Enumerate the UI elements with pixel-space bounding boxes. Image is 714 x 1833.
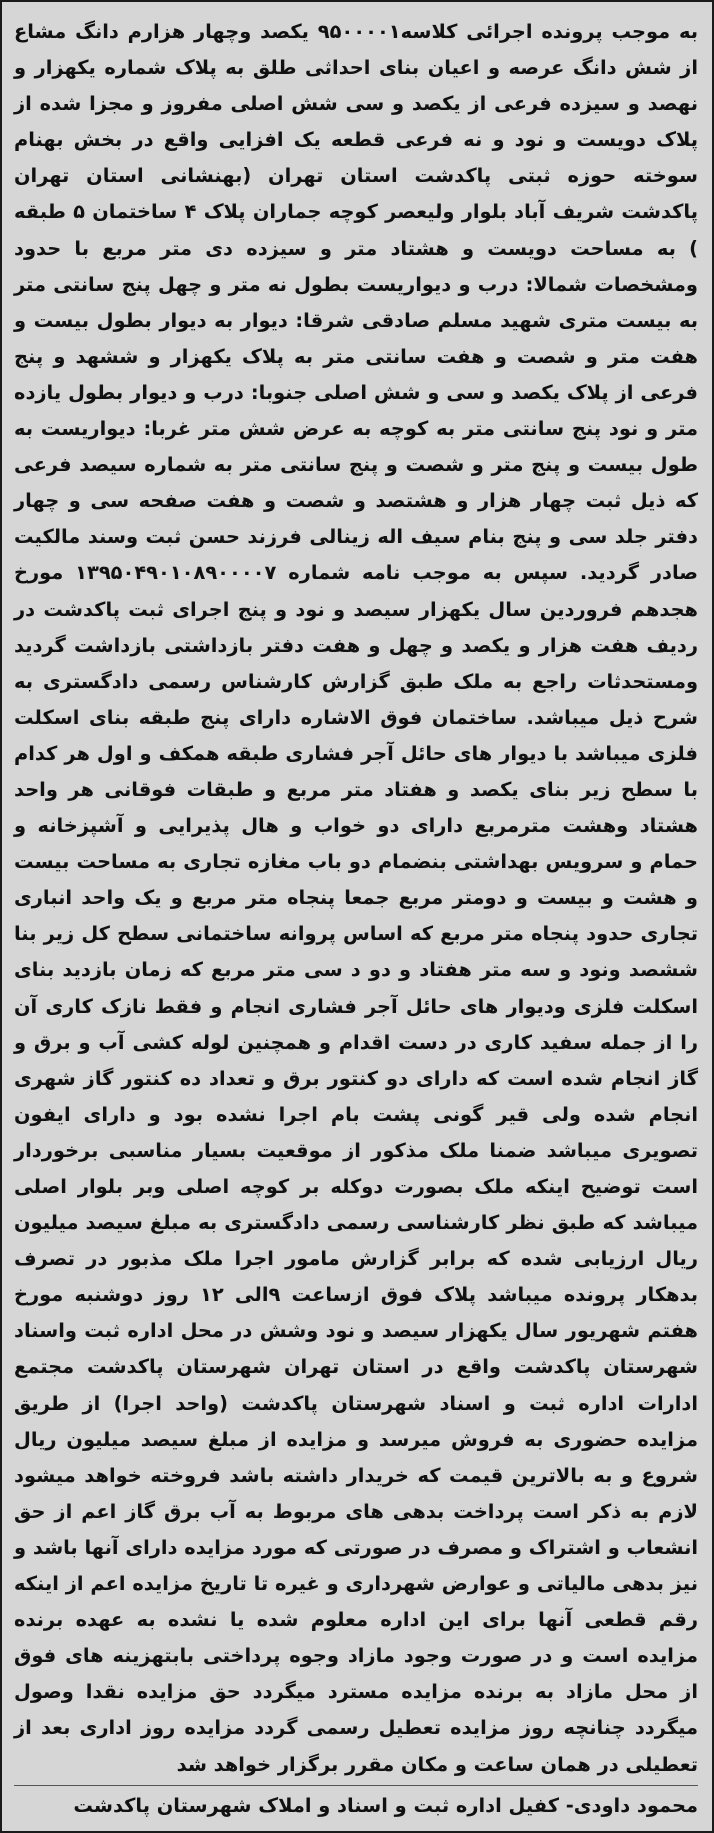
auction-notice-text: به موجب پرونده اجرائی کلاسه۹۵۰۰۰۰۱ یکصد وچهار هزارم دانگ مشاع از شش دانگ عرصه و اعیان بنای احداثی طلق به پلاک شماره یکهزار و نهصد و سیزده فرعی از یکصد و سی شش اصلی مفروز و مجزا شده از پلاک دویست و نود و نه فرعی قطعه یک افزایی واقع در بخش بهنام سوخته حوزه ثبتی پاکدشت استان تهران (بهنشانی استان تهران پاکدشت شریف آباد بلوار ولیعصر کوچه جماران پلاک ۴ ساختمان ۵ طبقه ) به مساحت دویست و هشتاد متر و سیزده دی متر مربع با حدود ومشخصات شمالا: درب و دیواریست بطول نه متر و چهل پنج سانتی متر به بیست متری شهید مسلم صادقی شرقا: دیوار به دیوار بطول بیست و هفت متر و شصت و هفت سانتی متر به پلاک یکهزار و ششهد و پنج فرعی از پلاک یکصد و سی و شش اصلی جنوبا: درب و دیوار بطول یازده متر و نود پنج سانتی متر به کوچه به عرض شش متر غربا: دیواریست به طول بیست و پنج متر و شصت و پنج سانتی متر به شماره سیصد فرعی که ذیل ثبت چهار هزار و هشتصد و شصت و هفت صفحه سی و چهار دفتر جلد سی و پنج بنام سیف اله زینالی فرزند حسن ثبت وسند مالکیت صادر گردید. سپس به موجب نامه شماره ۱۳۹۵۰۴۹۰۱۰۸۹۰۰۰۰۷ مورخ هجدهم فروردین سال یکهزار سیصد و نود و پنج اجرای ثبت پاکدشت در ردیف هفت هزار و یکصد و چهل و هفت دفتر بازداشتی بازداشت گردید ومستحدثات راجع به ملک طبق گزارش کارشناس رسمی دادگستری به شرح ذیل میباشد. ساختمان فوق الاشاره دارای پنج طبقه بنای اسکلت فلزی میباشد با دیوار های حائل آجر فشاری طبقه همکف و اول هر کدام با سطح زیر بنای یکصد و هفتاد متر مربع و طبقات فوقانی هر واحد هشتاد وهشت مترمربع دارای دو خواب و هال پذیرایی و آشپزخانه و حمام و سرویس بهداشتی بنضمام دو باب مغازه تجاری به مساحت بیست و هشت و بیست و دومتر مربع جمعا پنجاه متر مربع و یک واحد انباری تجاری حدود پنجاه متر مربع که اساس پروانه ساختمانی سطح کل زیر بنا ششصد ونود و سه متر هفتاد و دو د سی متر مربع که زمان بازدید بنای اسکلت فلزی ودیوار های حائل آجر فشاری انجام و فقط نازک کاری آن را از جمله سفید کاری در دست اقدام و همچنین لوله کشی آب و برق و گاز انجام شده است که دارای دو کنتور برق و تعداد ده کنتور گاز شهری انجام شده ولی قیر گونی پشت بام اجرا نشده بود و دارای ایفون تصویری میباشد ضمنا ملک مذکور از موقعیت بسیار مناسبی برخوردار است توضیح اینکه ملک بصورت دوکله بر کوچه اصلی وبر بلوار اصلی میباشد که طبق نظر کارشناسی رسمی دادگستری به مبلغ سیصد میلیون ریال ارزیابی شده که برابر گزارش مامور اجرا ملک مذبور در تصرف بدهکار پرونده میباشد پلاک فوق ازساعت ۹الی ۱۲ روز دوشنبه مورخ هفتم شهریور سال یکهزار سیصد و نود وشش در محل اداره ثبت واسناد شهرستان پاکدشت واقع در استان تهران شهرستان پاکدشت مجتمع ادارات اداره ثبت و اسناد شهرستان پاکدشت (واحد اجرا) از طریق مزایده حضوری به فروش میرسد و مزایده از مبلغ سیصد میلیون ریال شروع و به بالاترین قیمت که خریدار داشته باشد فروخته خواهد میشود لازم به ذکر است پرداخت بدهی های مربوط به آب برق گاز اعم از حق انشعاب و اشتراک و مصرف در صورتی که مورد مزایده دارای آنها باشد و نیز بدهی مالیاتی و عوارض شهرداری و غیره تا تاریخ مزایده اعم از اینکه رقم قطعی آنها برای این اداره معلوم شده یا نشده به عهده برنده مزایده است و در صورت وجود مازاد وجوه پرداختی بابتهزینه های فوق از محل مازاد به برنده مزایده مسترد میگردد حق مزایده نقدا وصول میگردد چنانچه روز مزایده تعطیل رسمی گردد مزایده روز اداری بعد از تعطیلی در همان ساعت و مکان مقرر برگزار خواهد شد	[14, 20, 699, 1776]
signature-line: محمود داودی- کفیل اداره ثبت و اسناد و املاک شهرستان پاکدشت	[14, 1785, 698, 1824]
